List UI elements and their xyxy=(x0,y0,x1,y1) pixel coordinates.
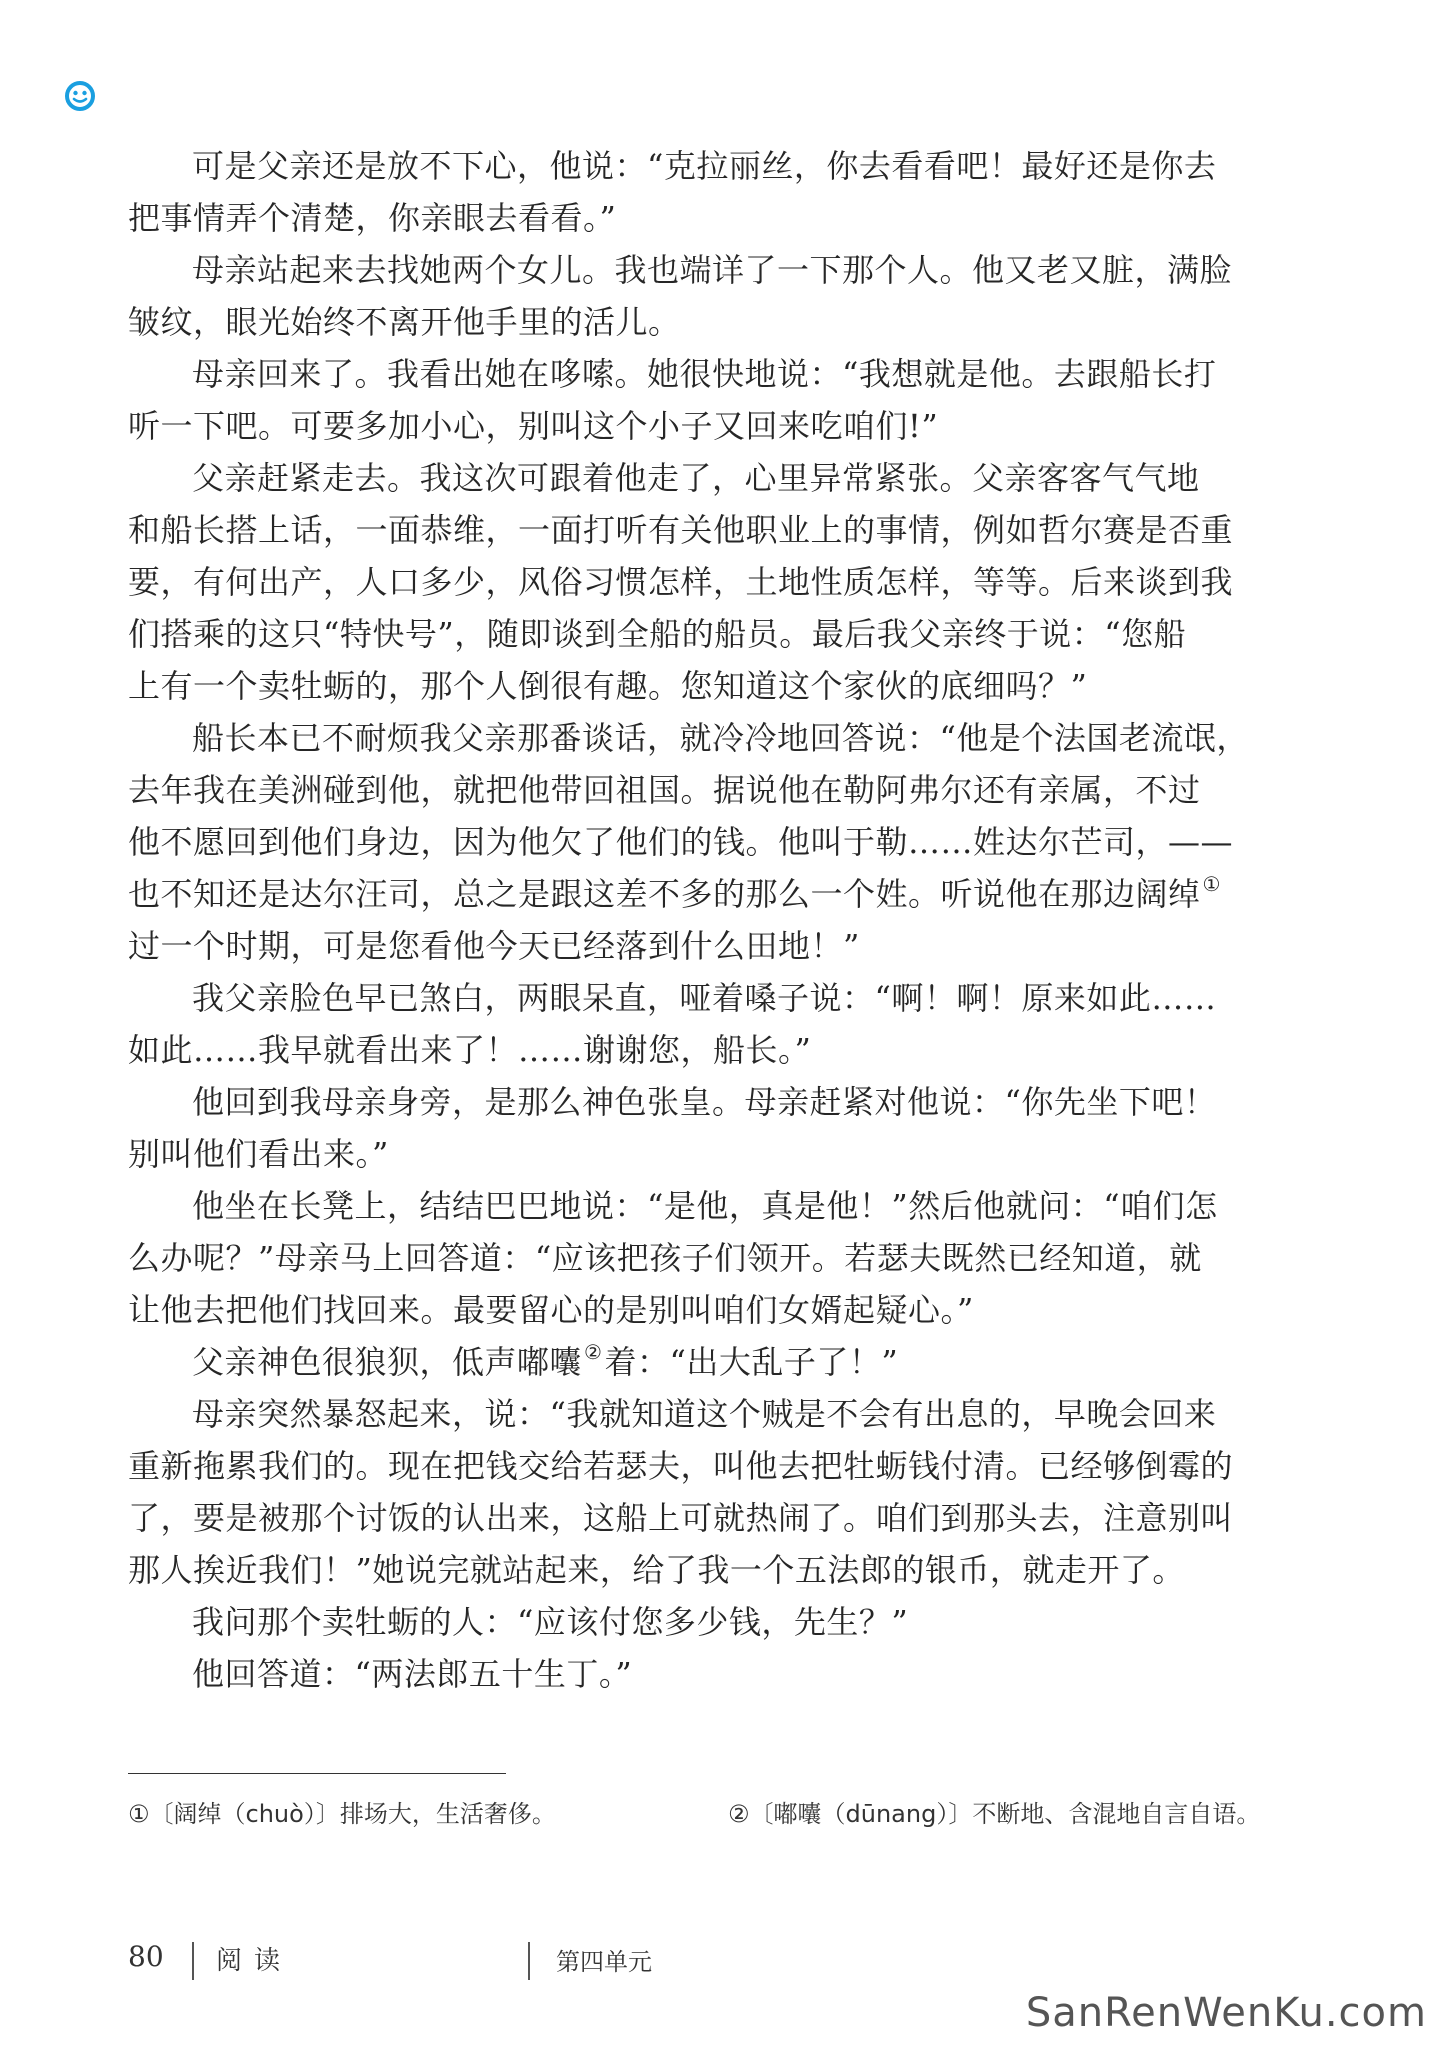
text-line xyxy=(128,764,1268,816)
footer-section-title: 阅读 xyxy=(216,1946,293,1976)
text-line xyxy=(128,1596,1268,1648)
footnote-1: ①〔阔绰（chuò）〕排场大，生活奢侈。 xyxy=(128,1800,556,1828)
text-line-content: 可是父亲还是放不下心，他说：“克拉丽丝，你去看看吧！最好还是你去 xyxy=(192,147,1217,185)
text-line-content: 皱纹，眼光始终不离开他手里的活儿。 xyxy=(128,303,681,341)
page-number: 80 xyxy=(128,1940,164,1973)
text-line xyxy=(128,972,1268,1024)
text-line xyxy=(128,452,1268,504)
text-line-content: 过一个时期，可是您看他今天已经落到什么田地！” xyxy=(128,927,860,965)
text-line-content: 和船长搭上话，一面恭维，一面打听有关他职业上的事情，例如哲尔赛是否重 xyxy=(128,511,1234,549)
text-line-content: 听一下吧。可要多加小心，别叫这个小子又回来吃咱们!” xyxy=(128,407,939,445)
text-line-content: 把事情弄个清楚，你亲眼去看看。” xyxy=(128,199,617,237)
smiley-icon xyxy=(64,80,96,112)
text-line xyxy=(128,1492,1268,1544)
text-line xyxy=(128,1024,1268,1076)
text-line-content: 我问那个卖牡蛎的人：“应该付您多少钱，先生？” xyxy=(192,1603,909,1641)
text-line xyxy=(128,1232,1268,1284)
footnote-divider xyxy=(128,1773,506,1774)
text-line-content: 要，有何出产，人口多少，风俗习惯怎样，土地性质怎样，等等。后来谈到我 xyxy=(128,563,1234,601)
text-line xyxy=(128,920,1268,972)
text-line-content: 了，要是被那个讨饭的认出来，这船上可就热闹了。咱们到那头去，注意别叫 xyxy=(128,1499,1234,1537)
text-line-content: 他回答道：“两法郎五十生丁。” xyxy=(192,1655,633,1693)
footnote-marker: ① xyxy=(1202,872,1221,896)
text-line xyxy=(128,1648,1268,1700)
text-line xyxy=(128,712,1268,764)
text-line-content: 我父亲脸色早已煞白，两眼呆直，哑着嗓子说：“啊！啊！原来如此…… xyxy=(192,979,1217,1017)
text-line xyxy=(128,504,1268,556)
text-line-content: 也不知还是达尔汪司，总之是跟这差不多的那么一个姓。听说他在那边阔绰 xyxy=(128,875,1201,913)
text-line-content: 如此……我早就看出来了！……谢谢您，船长。” xyxy=(128,1031,812,1069)
text-line-continuation: 着：“出大乱子了！” xyxy=(604,1343,899,1381)
text-line xyxy=(128,1388,1268,1440)
text-line-content: 父亲神色很狼狈，低声嘟囔 xyxy=(192,1343,583,1381)
text-line xyxy=(128,1284,1268,1336)
footnote-2: ②〔嘟囔（dūnang）〕不断地、含混地自言自语。 xyxy=(728,1800,1261,1828)
text-line-content: 他不愿回到他们身边，因为他欠了他们的钱。他叫于勒……姓达尔芒司，—— xyxy=(128,823,1234,861)
text-line-content: 去年我在美洲碰到他，就把他带回祖国。据说他在勒阿弗尔还有亲属，不过 xyxy=(128,771,1201,809)
text-line xyxy=(128,1076,1268,1128)
text-line-content: 船长本已不耐烦我父亲那番谈话，就冷冷地回答说：“他是个法国老流氓， xyxy=(192,719,1249,757)
footer-divider xyxy=(192,1942,194,1980)
text-line-content: 母亲突然暴怒起来，说：“我就知道这个贼是不会有出息的，早晚会回来 xyxy=(192,1395,1217,1433)
text-line xyxy=(128,608,1268,660)
text-line-content: 重新拖累我们的。现在把钱交给若瑟夫，叫他去把牡蛎钱付清。已经够倒霉的 xyxy=(128,1447,1234,1485)
text-line xyxy=(128,868,1268,920)
text-line-content: 让他去把他们找回来。最要留心的是别叫咱们女婿起疑心。” xyxy=(128,1291,974,1329)
text-line-content: 那人挨近我们！”她说完就站起来，给了我一个五法郎的银币，就走开了。 xyxy=(128,1551,1185,1589)
text-line xyxy=(128,1544,1268,1596)
text-line xyxy=(128,816,1268,868)
text-line-content: 母亲回来了。我看出她在哆嗦。她很快地说：“我想就是他。去跟船长打 xyxy=(192,355,1217,393)
text-line-content: 母亲站起来去找她两个女儿。我也端详了一下那个人。他又老又脏，满脸 xyxy=(192,251,1233,289)
text-line-content: 上有一个卖牡蛎的，那个人倒很有趣。您知道这个家伙的底细吗？” xyxy=(128,667,1088,705)
text-line xyxy=(128,1440,1268,1492)
text-line xyxy=(128,192,1268,244)
story-text xyxy=(128,140,1268,1700)
text-line xyxy=(128,556,1268,608)
text-line-content: 父亲赶紧走去。我这次可跟着他走了，心里异常紧张。父亲客客气气地 xyxy=(192,459,1200,497)
text-line xyxy=(128,244,1268,296)
footer-unit-title: 第四单元 xyxy=(556,1948,652,1976)
text-line-content: 他坐在长凳上，结结巴巴地说：“是他，真是他！”然后他就问：“咱们怎 xyxy=(192,1187,1218,1225)
footer-divider xyxy=(528,1942,530,1980)
text-line xyxy=(128,660,1268,712)
text-line xyxy=(128,400,1268,452)
text-line xyxy=(128,1128,1268,1180)
watermark: SanRenWenKu.com xyxy=(1025,1990,1427,2036)
text-line-content: 么办呢？”母亲马上回答道：“应该把孩子们领开。若瑟夫既然已经知道，就 xyxy=(128,1239,1202,1277)
text-line-content: 别叫他们看出来。” xyxy=(128,1135,389,1173)
text-line xyxy=(128,1336,1268,1388)
text-line xyxy=(128,296,1268,348)
text-line xyxy=(128,1180,1268,1232)
text-line-content: 们搭乘的这只“特快号”，随即谈到全船的船员。最后我父亲终于说：“您船 xyxy=(128,615,1187,653)
text-line xyxy=(128,140,1268,192)
text-line xyxy=(128,348,1268,400)
footnote-marker: ② xyxy=(584,1340,603,1364)
text-line-content: 他回到我母亲身旁，是那么神色张皇。母亲赶紧对他说：“你先坐下吧！ xyxy=(192,1083,1217,1121)
